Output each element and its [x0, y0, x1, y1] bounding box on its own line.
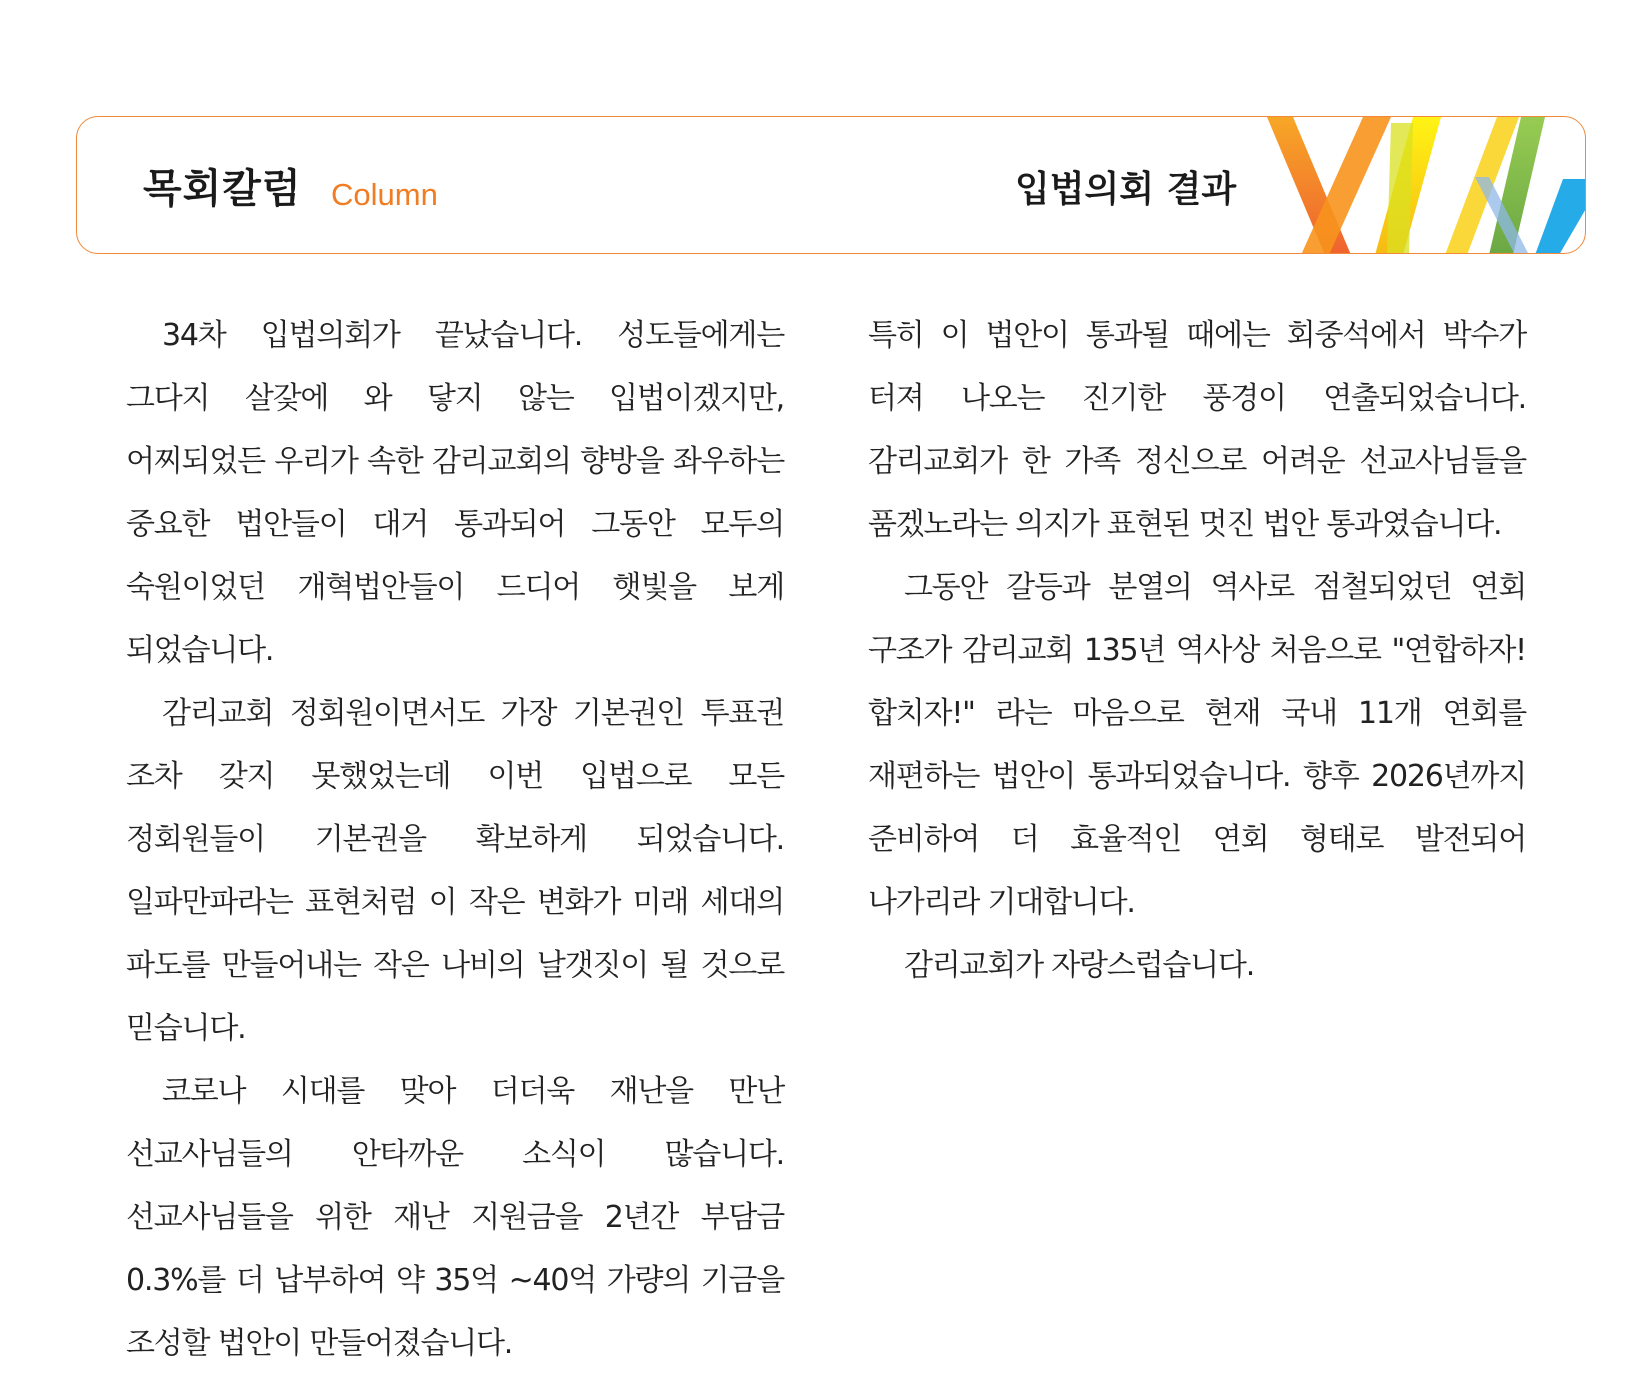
- left-column: [126, 304, 784, 1375]
- body-paragraph: 감리교회 정회원이면서도 가장 기본권인 투표권 조차 갖지 못했었는데 이번 입법으로 모든 정회원들이 기본권을 확보하게 되었습니다. 일파만파라는 표현처럼 이 작은 변화가 미래 세대의 파도를 만들어내는 작은 나비의 날갯짓이 될 것으로 믿습니다.: [126, 696, 784, 1046]
- body-paragraph: 감리교회가 자랑스럽습니다.: [904, 948, 1255, 983]
- body-paragraph: 그동안 갈등과 분열의 역사로 점철되었던 연회 구조가 감리교회 135년 역사상 처음으로 "연합하자! 합치자!" 라는 마음으로 현재 국내 11개 연회를 재편하는 법안이 통과되었습니다. 향후 2026년까지 준비하여 더 효율적인 연회 형태로 발전되어 나가리라 기대합니다.: [868, 570, 1526, 920]
- section-title: 목회칼럼: [143, 166, 302, 212]
- body-paragraph: 코로나 시대를 맞아 더더욱 재난을 만난 선교사님들의 안타까운 소식이 많습니다. 선교사님들을 위한 재난 지원금을 2년간 부담금 0.3%를 더 납부하여 약 35억 ~40억 가량의 기금을 조성할 법안이 만들어졌습니다.: [126, 1074, 784, 1361]
- body-paragraph: 34차 입법의회가 끝났습니다. 성도들에게는 그다지 살갗에 와 닿지 않는 입법이겠지만, 어찌되었든 우리가 속한 감리교회의 향방을 좌우하는 중요한 법안들이 대거 통과되어 그동안 모두의 숙원이었던 개혁법안들이 드디어 햇빛을 보게 되었습니다.: [126, 318, 784, 668]
- colorful-stripes-logo-icon: [1267, 117, 1586, 254]
- body-paragraph: 특히 이 법안이 통과될 때에는 회중석에서 박수가 터져 나오는 진기한 풍경이 연출되었습니다. 감리교회가 한 가족 정신으로 어려운 선교사님들을 품겠노라는 의지가 표현된 멋진 법안 통과였습니다.: [868, 318, 1526, 542]
- right-column: [868, 304, 1526, 997]
- article-title: 입법의회 결과: [1015, 169, 1237, 210]
- column-header: [76, 116, 1586, 254]
- section-subtitle: Column: [331, 177, 438, 212]
